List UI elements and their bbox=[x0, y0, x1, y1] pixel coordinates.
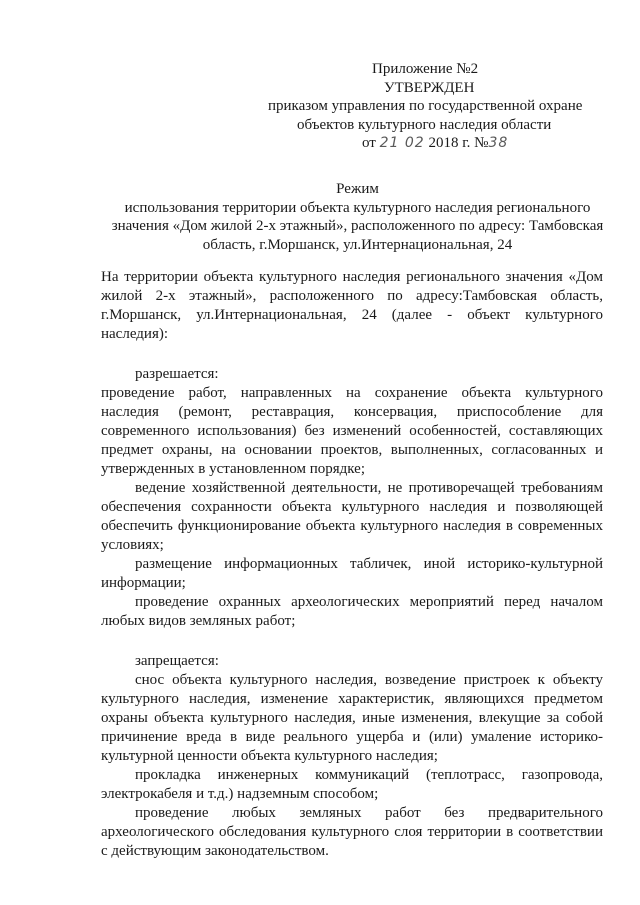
forbidden-item-1: снос объекта культурного наследия, возведение пристроек к объекту культурного наследия, изменение характеристик, являющихся предметом охраны объекта культурного наследия, иные изменения, влекущие за собой причинение вреда в виде реального ущерба и (или) умаление историко-культурной ценности объекта культурного наследия; bbox=[101, 672, 603, 764]
order-line-2: объектов культурного наследия области bbox=[297, 116, 552, 133]
handwritten-date: 21 02 bbox=[379, 135, 425, 151]
date-prefix: от bbox=[362, 135, 376, 151]
forbidden-item-3: проведение любых земляных работ без предварительного археологического обследования культурного слоя территории в соответствии с действующим законодательством. bbox=[101, 805, 603, 859]
document-title bbox=[100, 180, 615, 254]
handwritten-number: 38 bbox=[488, 135, 509, 151]
forbidden-label: запрещается: bbox=[135, 653, 219, 669]
date-year: 2018 г. bbox=[428, 135, 471, 151]
order-date-line bbox=[0, 134, 640, 153]
number-prefix: № bbox=[474, 135, 489, 151]
title-line-1: использования территории объекта культурного наследия регионального bbox=[124, 199, 591, 216]
document-body bbox=[101, 268, 603, 861]
intro-paragraph: На территории объекта культурного наследия регионального значения «Дом жилой 2-х этажный», расположенного по адресу:Тамбовская область, г.Моршанск, ул.Интернациональная, 24 (далее - объект культурного наследия): bbox=[101, 269, 603, 342]
forbidden-item-2: прокладка инженерных коммуникаций (теплотрасс, газопровода, электрокабеля и т.д.) надземным способом; bbox=[101, 767, 603, 802]
approved-stamp: УТВЕРЖДЕН bbox=[384, 79, 475, 96]
allowed-item-2: ведение хозяйственной деятельности, не противоречащей требованиям обеспечения сохранности объекта культурного наследия и позволяющей обеспечить функционирование объекта культурного наследия в современных условиях; bbox=[101, 480, 603, 553]
approval-block bbox=[0, 60, 640, 153]
order-line-1: приказом управления по государственной охране bbox=[268, 98, 583, 114]
allowed-item-1: проведение работ, направленных на сохранение объекта культурного наследия (ремонт, реставрация, консервация, приспособление для современного использования) без изменений особенностей, составляющих предмет охраны, на основании проектов, выполненных, согласованных и утвержденных в установленном порядке; bbox=[101, 385, 603, 477]
title-heading: Режим bbox=[336, 181, 379, 197]
title-line-3: область, г.Моршанск, ул.Интернациональная, 24 bbox=[202, 236, 513, 253]
spacer bbox=[101, 344, 603, 365]
spacer bbox=[101, 631, 603, 652]
allowed-label: разрешается: bbox=[135, 366, 219, 382]
appendix-number: Приложение №2 bbox=[372, 61, 479, 77]
allowed-item-3: размещение информационных табличек, иной историко-культурной информации; bbox=[101, 556, 603, 591]
title-line-2: значения «Дом жилой 2-х этажный», расположенного по адресу: Тамбовская bbox=[111, 218, 604, 234]
allowed-item-4: проведение охранных археологических мероприятий перед началом любых видов земляных работ; bbox=[101, 594, 603, 629]
